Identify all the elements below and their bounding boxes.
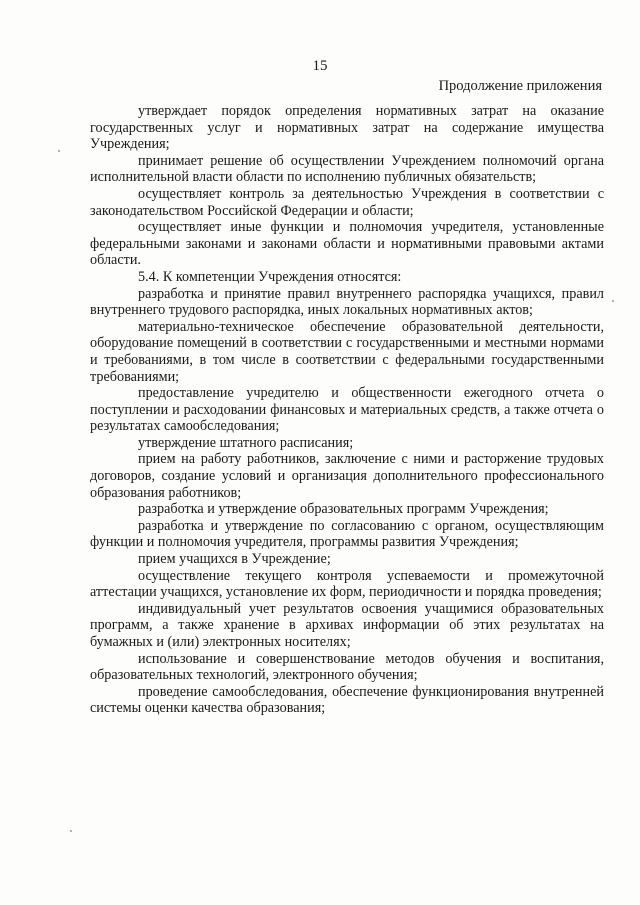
paragraph: проведение самообследования, обеспечение функционирования внутренней системы оценки качества образования; bbox=[90, 683, 604, 717]
paragraph: осуществление текущего контроля успеваемости и промежуточной аттестации учащихся, установление их форм, периодичности и порядка проведения; bbox=[90, 567, 604, 601]
paragraph: утверждение штатного расписания; bbox=[138, 434, 354, 451]
paragraph: осуществляет иные функции и полномочия учредителя, установленные федеральными законами и законами области и нормативными правовыми актами области. bbox=[90, 219, 604, 269]
paragraph: прием учащихся в Учреждение; bbox=[138, 551, 331, 568]
scan-speck bbox=[612, 300, 614, 302]
section-heading: 5.4. К компетенции Учреждения относятся: bbox=[138, 268, 402, 285]
paragraph: индивидуальный учет результатов освоения учащимися образовательных программ, а также хранение в архивах информации об этих результатах на бумажных и (или) электронных носителях; bbox=[90, 600, 604, 650]
appendix-continuation-note: Продолжение приложения bbox=[438, 78, 602, 94]
paragraph: принимает решение об осуществлении Учреждением полномочий органа исполнительной власти области по исполнению публичных обязательств; bbox=[90, 152, 604, 186]
paragraph: использование и совершенствование методов обучения и воспитания, образовательных технологий, электронного обучения; bbox=[90, 650, 604, 684]
paragraph: утверждает порядок определения нормативных затрат на оказание государственных услуг и нормативных затрат на содержание имущества Учреждения; bbox=[90, 103, 604, 153]
scan-speck bbox=[70, 830, 72, 832]
paragraph: материально-техническое обеспечение образовательной деятельности, оборудование помещений в соответствии с государственными и местными нормами и требованиями, в том числе в соответствии с федеральными государственными требованиями; bbox=[90, 318, 604, 385]
paragraph: разработка и утверждение образовательных программ Учреждения; bbox=[138, 501, 549, 518]
paragraph: предоставление учредителю и общественности ежегодного отчета о поступлении и расходовании финансовых и материальных средств, а также отчета о результатах самообследования; bbox=[90, 385, 604, 435]
paragraph: прием на работу работников, заключение с ними и расторжение трудовых договоров, создание условий и организация дополнительного профессионального образования работников; bbox=[90, 451, 604, 501]
page-number: 15 bbox=[312, 58, 328, 74]
document-body bbox=[90, 103, 604, 717]
paragraph: осуществляет контроль за деятельностью Учреждения в соответствии с законодательством Российской Федерации и области; bbox=[90, 185, 604, 219]
paragraph: разработка и принятие правил внутреннего распорядка учащихся, правил внутреннего трудового распорядка, иных локальных нормативных актов; bbox=[90, 285, 604, 319]
paragraph: разработка и утверждение по согласованию с органом, осуществляющим функции и полномочия учредителя, программы развития Учреждения; bbox=[90, 517, 604, 551]
scan-speck bbox=[58, 150, 60, 152]
